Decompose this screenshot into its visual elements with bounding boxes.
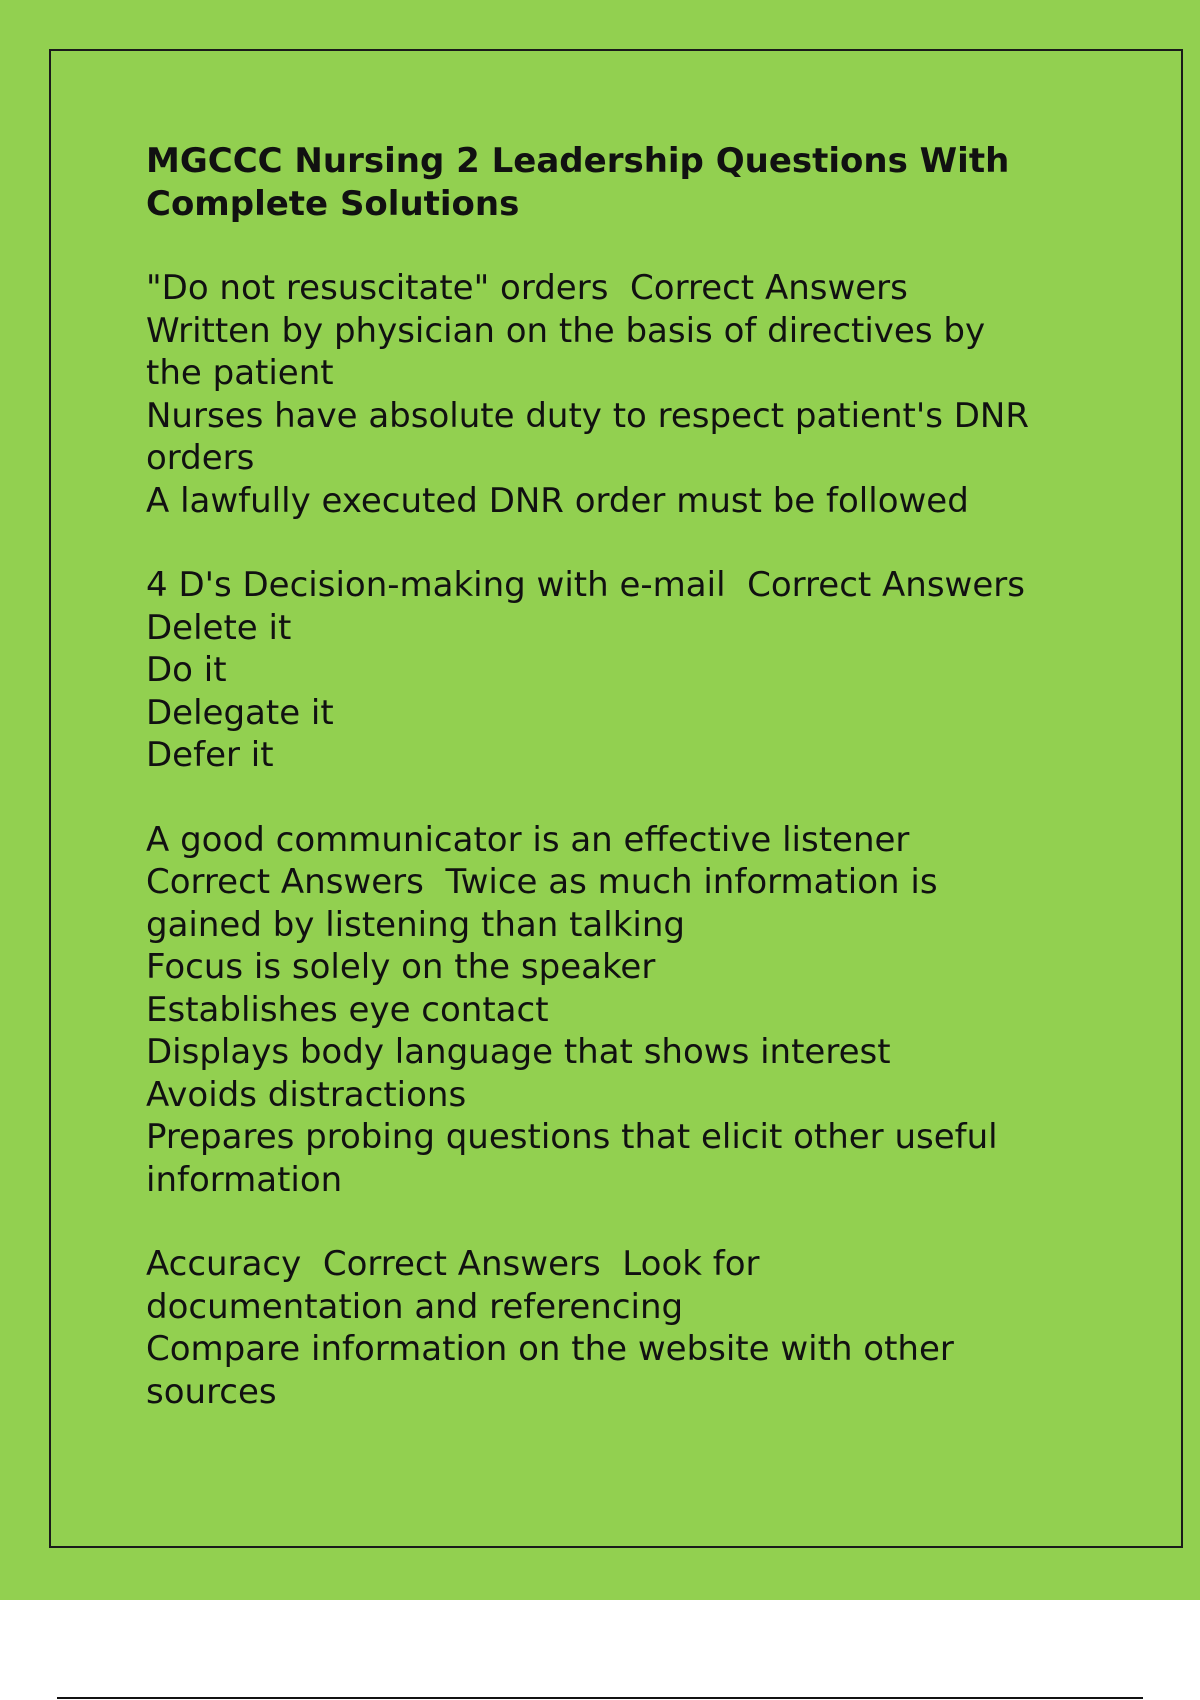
answer-line: A lawfully executed DNR order must be followed xyxy=(146,480,969,521)
answer-line: Displays body language that shows interest xyxy=(146,1032,891,1072)
question-line: A good communicator is an effective listener xyxy=(146,819,910,860)
answer-line: documentation and referencing xyxy=(146,1286,684,1327)
qa-block-accuracy xyxy=(146,1243,1106,1413)
answer-line: Nurses have absolute duty to respect patient's DNR xyxy=(146,395,1029,436)
qa-block-4ds-email xyxy=(146,564,1106,777)
qa-block-dnr-orders xyxy=(146,267,1106,522)
next-page-top-rule xyxy=(57,1697,1143,1699)
answer-line: Prepares probing questions that elicit other useful xyxy=(146,1117,998,1157)
title-line: MGCCC Nursing 2 Leadership Questions With xyxy=(146,141,1010,181)
answer-line: information xyxy=(146,1159,343,1200)
answer-line: orders xyxy=(146,438,255,478)
answer-line: Avoids distractions xyxy=(146,1074,467,1115)
answer-line: the patient xyxy=(146,353,334,393)
document-content xyxy=(146,140,1106,1455)
answer-line: Delete it xyxy=(146,607,292,648)
qa-block-good-communicator xyxy=(146,819,1106,1202)
answer-line: Compare information on the website with other xyxy=(146,1329,954,1369)
answer-line: Do it xyxy=(146,650,227,690)
answer-line: Written by physician on the basis of directives by xyxy=(146,310,986,351)
answer-line: sources xyxy=(146,1371,277,1412)
answer-line: gained by listening than talking xyxy=(146,904,685,945)
question-line: 4 D's Decision-making with e-mail Correct Answers xyxy=(146,565,1025,605)
question-line: Accuracy Correct Answers Look for xyxy=(146,1244,760,1284)
answer-line: Establishes eye contact xyxy=(146,989,549,1030)
question-line: "Do not resuscitate" orders Correct Answers xyxy=(146,268,908,308)
title-line: Complete Solutions xyxy=(146,183,520,224)
answer-line: Correct Answers Twice as much information is xyxy=(146,862,938,902)
answer-line: Delegate it xyxy=(146,692,334,733)
answer-line: Focus is solely on the speaker xyxy=(146,947,656,987)
answer-line: Defer it xyxy=(146,735,274,775)
document-title xyxy=(146,140,1106,225)
